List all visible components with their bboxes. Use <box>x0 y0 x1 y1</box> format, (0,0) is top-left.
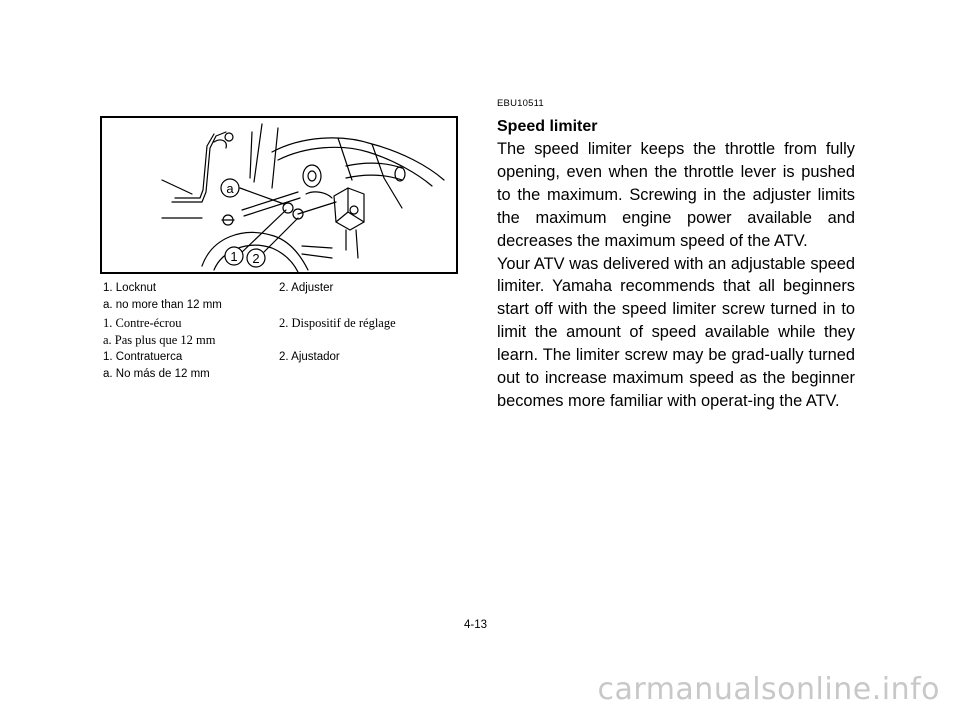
caption-locknut-fr: 1. Contre-écrou <box>103 315 182 330</box>
caption-row-fr-1 <box>103 315 463 332</box>
caption-row-fr-2 <box>103 332 463 349</box>
throttle-assembly-drawing <box>102 118 456 272</box>
callout-a <box>221 179 239 197</box>
caption-limit-es: a. No más de 12 mm <box>103 368 210 381</box>
paragraph-2: Your ATV was delivered with an adjustable speed limiter. Yamaha recommends that all beginners start off with the speed limiter screw turned in to limit the amount of speed available while they learn. The limiter screw may be grad-ually turned out to increase maximum speed as the beginner becomes more familiar with operat-ing the ATV. <box>497 254 855 410</box>
page-number: 4-13 <box>464 619 488 631</box>
caption-row-en-2 <box>103 297 463 314</box>
caption-locknut-es: 1. Contratuerca <box>103 351 183 364</box>
svg-text:2: 2 <box>252 251 260 266</box>
section-title: Speed limiter <box>497 118 598 135</box>
caption-limit-fr: a. Pas plus que 12 mm <box>103 332 216 347</box>
paragraph-1: The speed limiter keeps the throttle from fully opening, even when the throttle lever is pushed to the maximum. Screwing in the adjuster limits the maximum engine power available and decreases the maximum speed of the ATV. <box>497 140 855 250</box>
caption-row-es-1 <box>103 349 463 366</box>
figure-captions <box>103 280 463 384</box>
section-code: EBU10511 <box>497 98 544 109</box>
svg-text:a: a <box>226 181 234 196</box>
caption-locknut-en: 1. Locknut <box>103 282 157 294</box>
caption-adjuster-es: 2. Ajustador <box>279 351 340 364</box>
section-body <box>497 138 855 413</box>
caption-adjuster-fr: 2. Dispositif de réglage <box>279 315 396 330</box>
watermark: carmanualsonline.info <box>597 672 940 707</box>
caption-adjuster-en: 2. Adjuster <box>279 282 334 294</box>
callout-2 <box>247 249 265 267</box>
speed-limiter-illustration <box>100 116 458 274</box>
callout-1 <box>225 247 243 265</box>
caption-limit-en: a. no more than 12 mm <box>103 299 222 312</box>
caption-row-es-2 <box>103 366 463 383</box>
svg-text:1: 1 <box>230 249 238 264</box>
caption-row-en-1 <box>103 280 463 297</box>
